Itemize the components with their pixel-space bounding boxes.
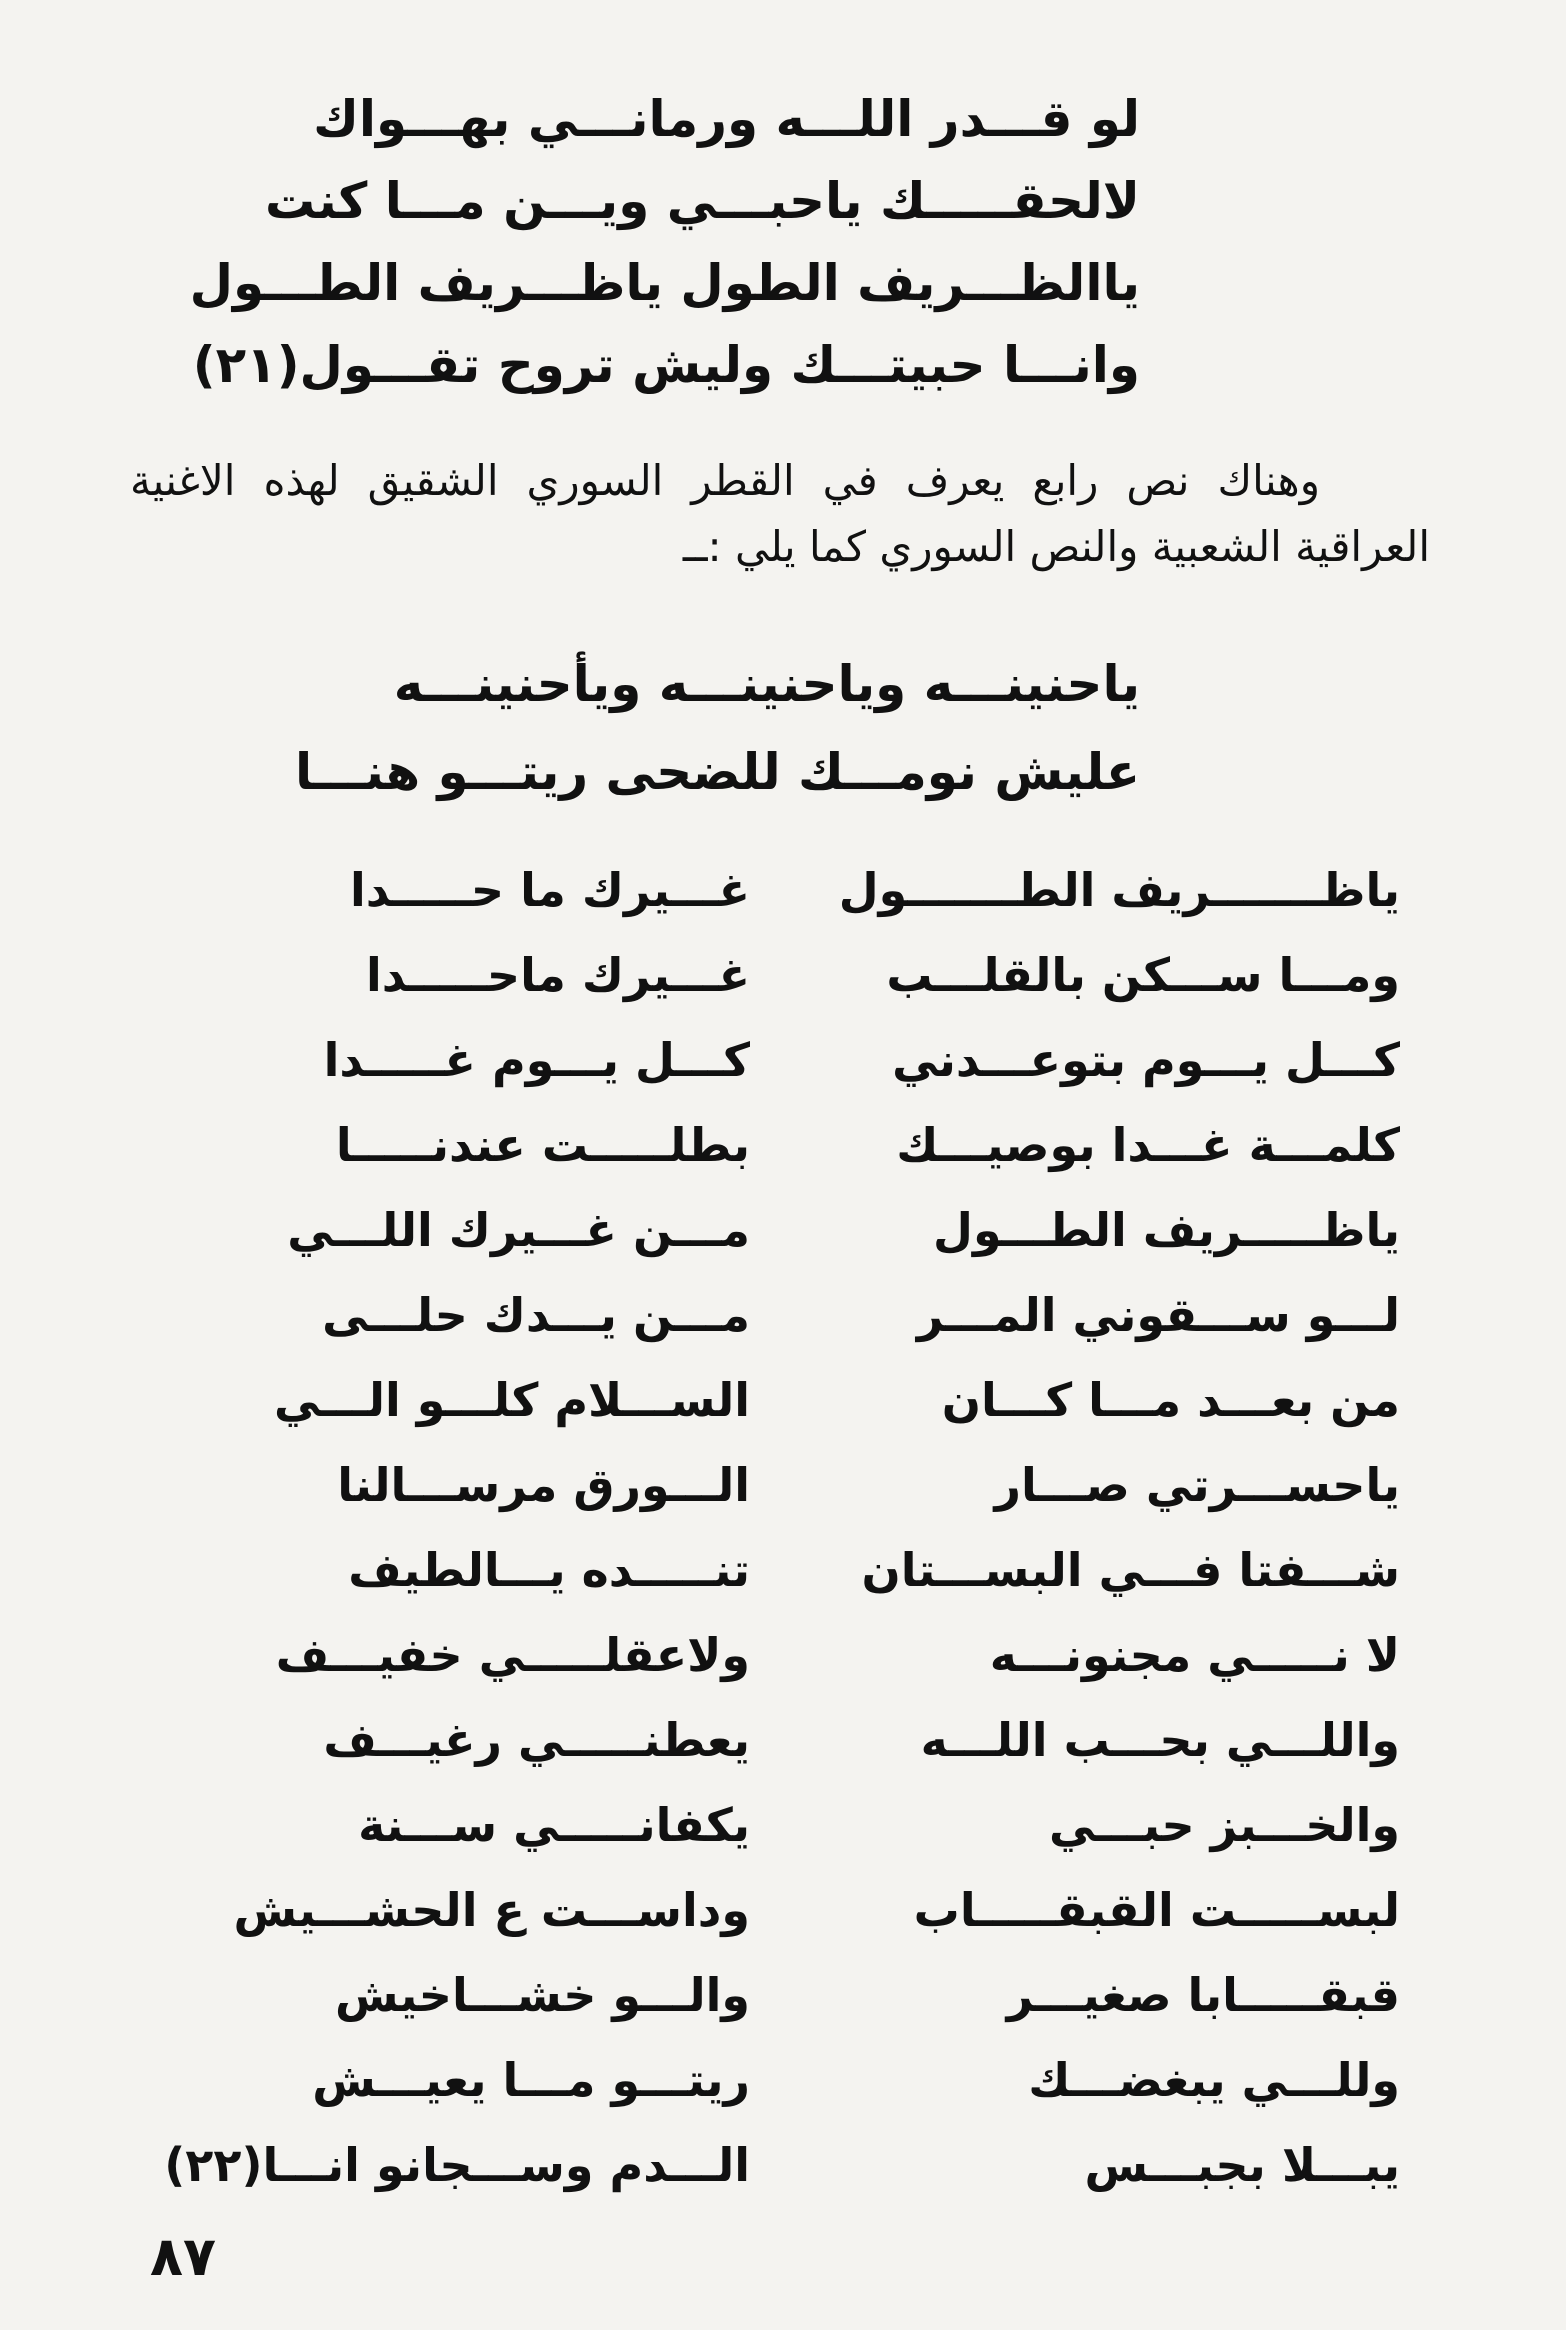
poem-line: ريتـــو مـــا يعيـــش — [312, 2053, 750, 2107]
verse-line: لالحقـــــك ياحبـــي ويـــن مـــا كنت — [264, 172, 1140, 230]
poem-line: كلمـــة غـــدا بوصيـــك — [896, 1118, 1400, 1172]
poem-line: لـــو ســـقوني المـــر — [916, 1288, 1400, 1342]
verse-line: ياحنينـــه وياحنينـــه ويأحنينـــه — [393, 655, 1140, 713]
poem-line: يعطنـــــي رغيـــف — [323, 1713, 750, 1767]
poem-line: غـــيرك ماحـــــدا — [365, 948, 750, 1002]
verse-line: وانـــا حبيتـــك وليش تروح تقـــول(٢١) — [192, 336, 1140, 394]
poem-line: واللـــي بحـــب اللـــه — [920, 1713, 1400, 1767]
poem-line: الـــدم وســـجانو انـــا(٢٢) — [164, 2138, 750, 2192]
poem-line: وللـــي يبغضـــك — [1028, 2053, 1400, 2107]
poem-line: لبســـــت القبقـــــاب — [913, 1883, 1400, 1937]
verse-line: ياالظـــريف الطول ياظـــريف الطـــول — [189, 254, 1140, 312]
intro-paragraph — [130, 448, 1430, 580]
opening-verse-block — [189, 78, 1140, 406]
poem-line: يكفانـــــي ســـنة — [358, 1798, 750, 1852]
poem-line: ياظـــــريف الطـــول — [933, 1203, 1400, 1257]
verse-line: لو قـــدر اللـــه ورمانـــي بهـــواك — [313, 90, 1140, 148]
poem-line: قبقـــــابا صغيـــر — [1006, 1968, 1400, 2022]
poem-line: وداســـت ع الحشـــيش — [233, 1883, 750, 1937]
paragraph-text: وهناك نص رابع يعرف في القطر السوري الشقيق لهذه الاغنية العراقية الشعبية والنص السوري كما يلي :ــ — [130, 456, 1430, 571]
poem-line: لا نـــــي مجنونـــه — [989, 1628, 1400, 1682]
poem-line: ولاعقلـــــي خفيـــف — [275, 1628, 750, 1682]
poem-line: الســـلام كلـــو الـــي — [274, 1373, 750, 1427]
poem-line: من بعـــد مـــا كـــان — [941, 1373, 1400, 1427]
poem-line: ياظـــــــريف الطـــــــول — [838, 863, 1400, 917]
poem-line: الـــورق مرســـالنا — [337, 1458, 750, 1512]
poem-line: ياحســـرتي صـــار — [994, 1458, 1400, 1512]
page-number: ٨٧ — [150, 2225, 216, 2288]
poem-line: والخـــبز حبـــي — [1049, 1798, 1400, 1852]
poem-line: مـــن يـــدك حلـــى — [322, 1288, 750, 1342]
poem-line: يبـــلا بجبـــس — [1084, 2138, 1400, 2192]
poem-line: تنـــــده يـــالطيف — [348, 1543, 750, 1597]
poem-line: شـــفتا فـــي البســـتان — [861, 1543, 1400, 1597]
poem-right-column — [820, 848, 1400, 2208]
refrain-verse-block — [295, 640, 1140, 816]
verse-line: عليش نومـــك للضحى ريتـــو هنـــا — [295, 743, 1140, 801]
poem-line: غـــيرك ما حـــــدا — [349, 863, 750, 917]
poem-left-column — [164, 848, 750, 2208]
poem-line: مـــن غـــيرك اللـــي — [287, 1203, 750, 1257]
poem-line: بطلـــــت عندنـــــا — [335, 1118, 750, 1172]
poem-line: والـــو خشـــاخيش — [334, 1968, 750, 2022]
poem-line: ومـــا ســـكن بالقلـــب — [886, 948, 1400, 1002]
poem-line: كـــل يـــوم بتوعـــدني — [892, 1033, 1400, 1087]
poem-line: كـــل يـــوم غـــــدا — [323, 1033, 750, 1087]
